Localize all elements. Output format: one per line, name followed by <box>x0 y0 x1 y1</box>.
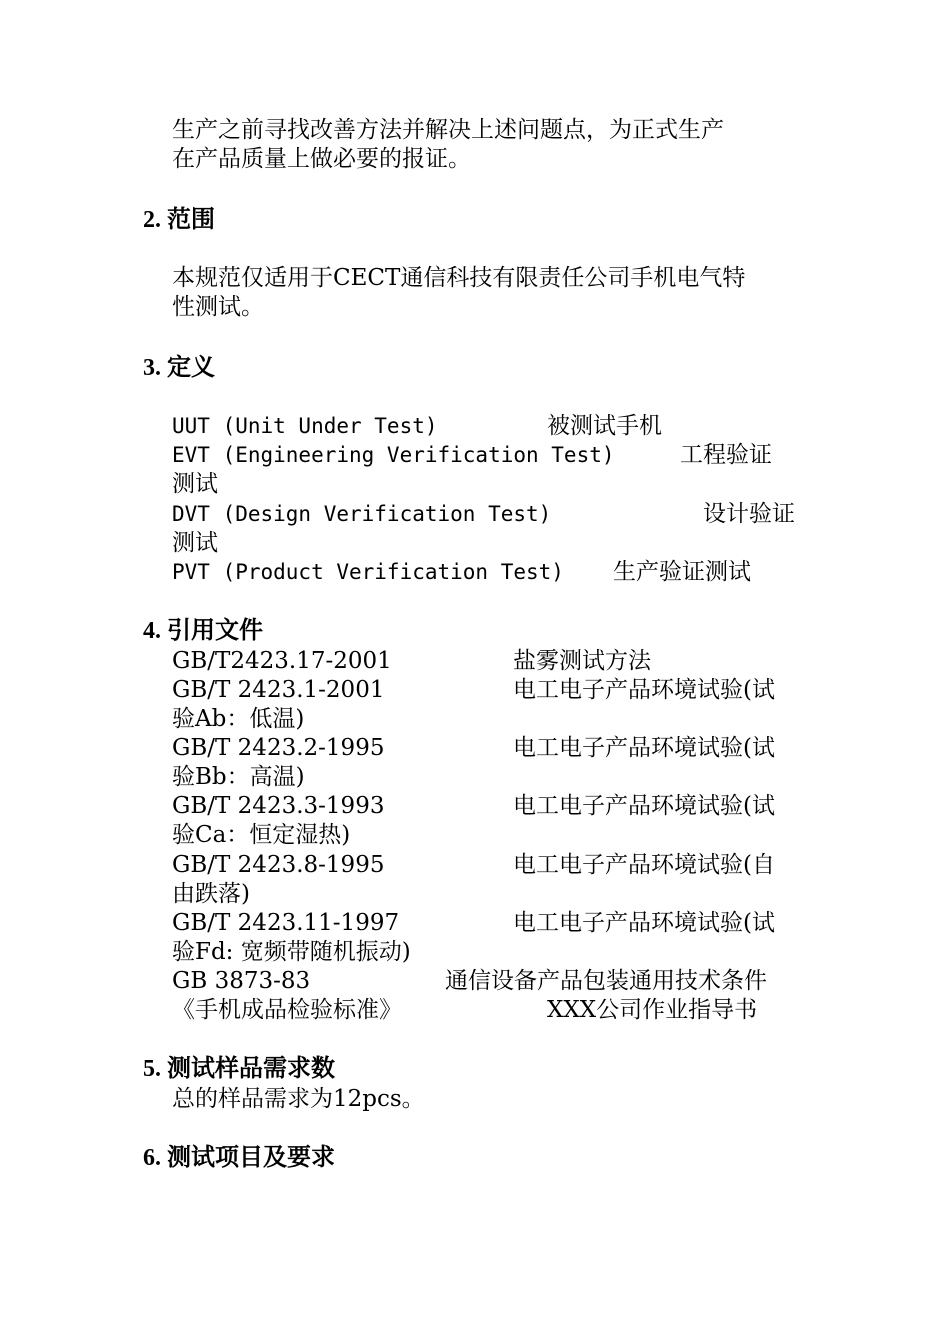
intro-paragraph <box>172 116 812 174</box>
reference-title: 电工电子产品环境试验(试 <box>513 910 775 936</box>
reference-row <box>172 909 812 967</box>
reference-row <box>172 792 812 850</box>
section-2-heading: 2. 范围 <box>143 207 215 233</box>
section-5-heading: 5. 测试样品需求数 <box>143 1056 335 1082</box>
reference-row <box>172 996 812 1025</box>
reference-title-continued: 验Ab：低温) <box>172 706 305 732</box>
definition-row <box>172 441 812 499</box>
reference-title: 电工电子产品环境试验(试 <box>513 735 775 761</box>
reference-code: 《手机成品检验标准》 <box>172 997 402 1023</box>
reference-title-continued: 验Fd: 宽频带随机振动) <box>172 939 411 965</box>
section-4-heading: 4. 引用文件 <box>143 618 263 644</box>
definition-term: DVT (Design Verification Test) <box>172 502 552 526</box>
definition-meaning: 生产验证测试 <box>613 559 751 585</box>
section-5-line-1: 总的样品需求为12pcs。 <box>172 1086 425 1112</box>
reference-code: GB/T 2423.8-1995 <box>172 852 385 878</box>
reference-code: GB/T 2423.3-1993 <box>172 793 385 819</box>
reference-row <box>172 647 812 676</box>
reference-row <box>172 734 812 792</box>
definition-row <box>172 500 812 558</box>
reference-title-continued: 验Ca：恒定湿热) <box>172 822 351 848</box>
reference-title: 通信设备产品包装通用技术条件 <box>445 968 767 994</box>
intro-line-1: 生产之前寻找改善方法并解决上述问题点，为正式生产 <box>172 117 724 143</box>
definition-meaning-continued: 测试 <box>172 471 218 497</box>
reference-code: GB/T2423.17-2001 <box>172 648 392 674</box>
definition-term: EVT (Engineering Verification Test) <box>172 443 615 467</box>
definition-meaning: 被测试手机 <box>547 413 662 439</box>
section-2-paragraph <box>172 264 812 322</box>
definition-term: PVT (Product Verification Test) <box>172 560 564 584</box>
reference-code: GB/T 2423.11-1997 <box>172 910 400 936</box>
reference-title: 电工电子产品环境试验(试 <box>513 677 775 703</box>
reference-row <box>172 851 812 909</box>
definition-row <box>172 412 812 441</box>
section-5-paragraph <box>172 1085 812 1114</box>
definition-term: UUT (Unit Under Test) <box>172 414 438 438</box>
reference-title: XXX公司作业指导书 <box>547 997 758 1023</box>
reference-title: 电工电子产品环境试验(自 <box>513 852 775 878</box>
reference-title: 盐雾测试方法 <box>513 648 651 674</box>
intro-line-2: 在产品质量上做必要的报证。 <box>172 146 471 172</box>
section-2-line-2: 性测试。 <box>172 294 264 320</box>
section-6-heading: 6. 测试项目及要求 <box>143 1145 335 1171</box>
section-2-line-1: 本规范仅适用于CECT通信科技有限责任公司手机电气特 <box>172 265 746 291</box>
definition-meaning: 设计验证 <box>703 501 795 527</box>
reference-row <box>172 676 812 734</box>
reference-title-continued: 验Bb：高温) <box>172 764 305 790</box>
section-3-heading: 3. 定义 <box>143 355 215 381</box>
reference-code: GB/T 2423.1-2001 <box>172 677 385 703</box>
reference-code: GB/T 2423.2-1995 <box>172 735 385 761</box>
definition-row <box>172 558 812 587</box>
reference-title: 电工电子产品环境试验(试 <box>513 793 775 819</box>
definition-meaning: 工程验证 <box>680 442 772 468</box>
reference-code: GB 3873-83 <box>172 968 311 994</box>
reference-row <box>172 967 812 996</box>
definition-meaning-continued: 测试 <box>172 530 218 556</box>
reference-title-continued: 由跌落) <box>172 881 250 907</box>
